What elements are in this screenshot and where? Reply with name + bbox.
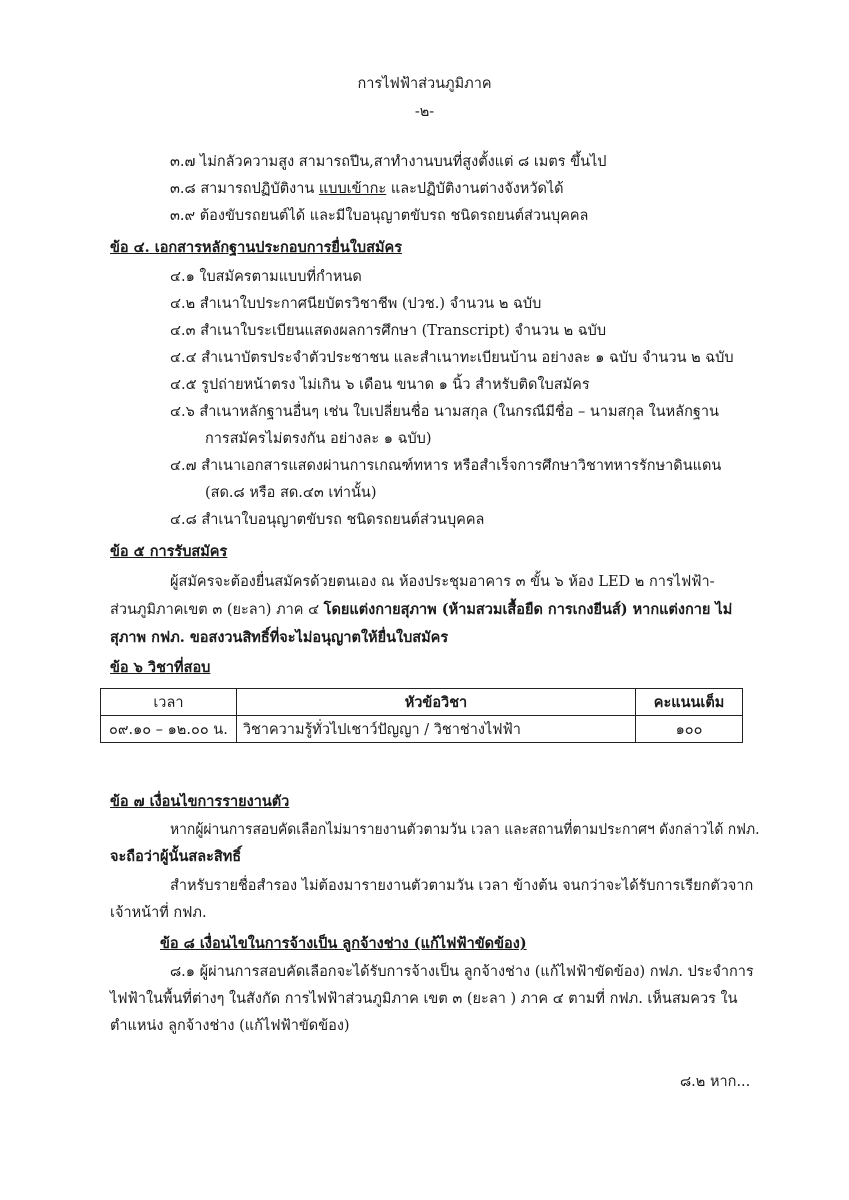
exam-schedule-table (100, 688, 743, 743)
sec5-line-2 (110, 598, 732, 621)
item-3-8-underlined: แบบเข้ากะ (318, 181, 387, 197)
sec5-line-2-bold: โดยแต่งกายสุภาพ (ห้ามสวมเสื้อยืด การเกงยีนส์) หากแต่งกาย ไม่ (323, 601, 733, 618)
item-3-9: ๓.๙ ต้องขับรถยนต์ได้ และมีใบอนุญาตขับรถ ชนิดรถยนต์ส่วนบุคคล (170, 208, 589, 224)
sec8-line-2: ไฟฟ้าในพื้นที่ต่างๆ ในสังกัด การไฟฟ้าส่วนภูมิภาค เขต ๓ (ยะลา ) ภาค ๔ ตามที่ กฟภ. เห็นสมควร ใน (110, 991, 738, 1007)
page-continuation: ๘.๒ หาก... (680, 1074, 751, 1090)
section-7-heading: ข้อ ๗ เงื่อนไขการรายงานตัว (110, 793, 290, 810)
sec7-line-4: เจ้าหน้าที่ กฟภ. (110, 905, 207, 921)
item-4-8: ๔.๘ สำเนาใบอนุญาตขับรถ ชนิดรถยนต์ส่วนบุคคล (170, 512, 485, 528)
item-4-6: ๔.๖ สำเนาหลักฐานอื่นๆ เช่น ใบเปลี่ยนชื่อ นามสกุล (ในกรณีมีชื่อ – นามสกุล ในหลักฐาน (170, 404, 719, 420)
sec7-line-1: หากผู้ผ่านการสอบคัดเลือกไม่มารายงานตัวตามวัน เวลา และสถานที่ตามประกาศฯ ดังกล่าวได้ กฟภ. (170, 822, 760, 838)
cell-score: ๑๐๐ (636, 716, 743, 743)
section-6-heading: ข้อ ๖ วิชาที่สอบ (110, 659, 211, 676)
sec7-line-3: สำหรับรายชื่อสำรอง ไม่ต้องมารายงานตัวตามวัน เวลา ข้างต้น จนกว่าจะได้รับการเรียกตัวจาก (170, 878, 754, 894)
item-4-3: ๔.๓ สำเนาใบระเบียนแสดงผลการศึกษา (Transcript) จำนวน ๒ ฉบับ (170, 323, 607, 339)
item-4-5: ๔.๕ รูปถ่ายหน้าตรง ไม่เกิน ๖ เดือน ขนาด ๑ นิ้ว สำหรับติดใบสมัคร (170, 377, 590, 393)
item-3-8-pre: ๓.๘ สามารถปฏิบัติงาน (170, 181, 319, 197)
section-8-heading: ข้อ ๘ เงื่อนไขในการจ้างเป็น ลูกจ้างช่าง (แก้ไฟฟ้าขัดข้อง) (160, 935, 527, 952)
item-4-7-cont: (สด.๘ หรือ สด.๔๓ เท่านั้น) (205, 485, 377, 501)
sec7-line-2: จะถือว่าผู้นั้นสละสิทธิ์ (110, 848, 242, 865)
table-row (101, 716, 743, 743)
sec8-line-1: ๘.๑ ผู้ผ่านการสอบคัดเลือกจะได้รับการจ้างเป็น ลูกจ้างช่าง (แก้ไฟฟ้าขัดข้อง) กฟภ. ประจำการ (170, 964, 754, 980)
col-subject-header: หัวข้อวิชา (236, 689, 635, 716)
section-5-heading: ข้อ ๕ การรับสมัคร (110, 543, 228, 560)
sec5-line-1: ผู้สมัครจะต้องยื่นสมัครด้วยตนเอง ณ ห้องประชุมอาคาร ๓ ขั้น ๖ ห้อง LED ๒ การไฟฟ้า- (170, 574, 715, 590)
item-4-2: ๔.๒ สำเนาใบประกาศนียบัตรวิชาชีพ (ปวช.) จำนวน ๒ ฉบับ (170, 296, 542, 312)
page-number: -๒- (414, 104, 435, 120)
sec5-line-2-text: ส่วนภูมิภาคเขต ๓ (ยะลา) ภาค ๔ (110, 602, 324, 618)
sec8-line-3: ตำแหน่ง ลูกจ้างช่าง (แก้ไฟฟ้าขัดข้อง) (110, 1018, 350, 1034)
item-4-6-cont: การสมัครไม่ตรงกัน อย่างละ ๑ ฉบับ) (205, 431, 432, 447)
col-score-header: คะแนนเต็ม (636, 689, 743, 716)
page-title: การไฟฟ้าส่วนภูมิภาค (357, 76, 492, 92)
item-3-8 (170, 177, 564, 200)
table-header-row (101, 689, 743, 716)
item-4-4: ๔.๔ สำเนาบัตรประจำตัวประชาชน และสำเนาทะเบียนบ้าน อย่างละ ๑ ฉบับ จำนวน ๒ ฉบับ (170, 350, 734, 366)
cell-subject: วิชาความรู้ทั่วไปเชาว์ปัญญา / วิชาช่างไฟฟ้า (236, 716, 635, 743)
item-4-1: ๔.๑ ใบสมัครตามแบบที่กำหนด (170, 269, 362, 285)
item-3-8-post: และปฏิบัติงานต่างจังหวัดได้ (386, 181, 564, 197)
item-4-7: ๔.๗ สำเนาเอกสารแสดงผ่านการเกณฑ์ทหาร หรือสำเร็จการศึกษาวิชาทหารรักษาดินแดน (170, 458, 722, 474)
item-3-7: ๓.๗ ไม่กลัวความสูง สามารถปีน,สาทำงานบนที่สูงตั้งแต่ ๘ เมตร ขึ้นไป (170, 154, 607, 170)
section-4-heading: ข้อ ๔. เอกสารหลักฐานประกอบการยื่นใบสมัคร (110, 239, 403, 256)
cell-time: ๐๙.๑๐ – ๑๒.๐๐ น. (101, 716, 237, 743)
col-time-header: เวลา (101, 689, 237, 716)
sec5-line-3: สุภาพ กฟภ. ขอสงวนสิทธิ์ที่จะไม่อนุญาตให้ยื่นใบสมัคร (110, 629, 449, 646)
